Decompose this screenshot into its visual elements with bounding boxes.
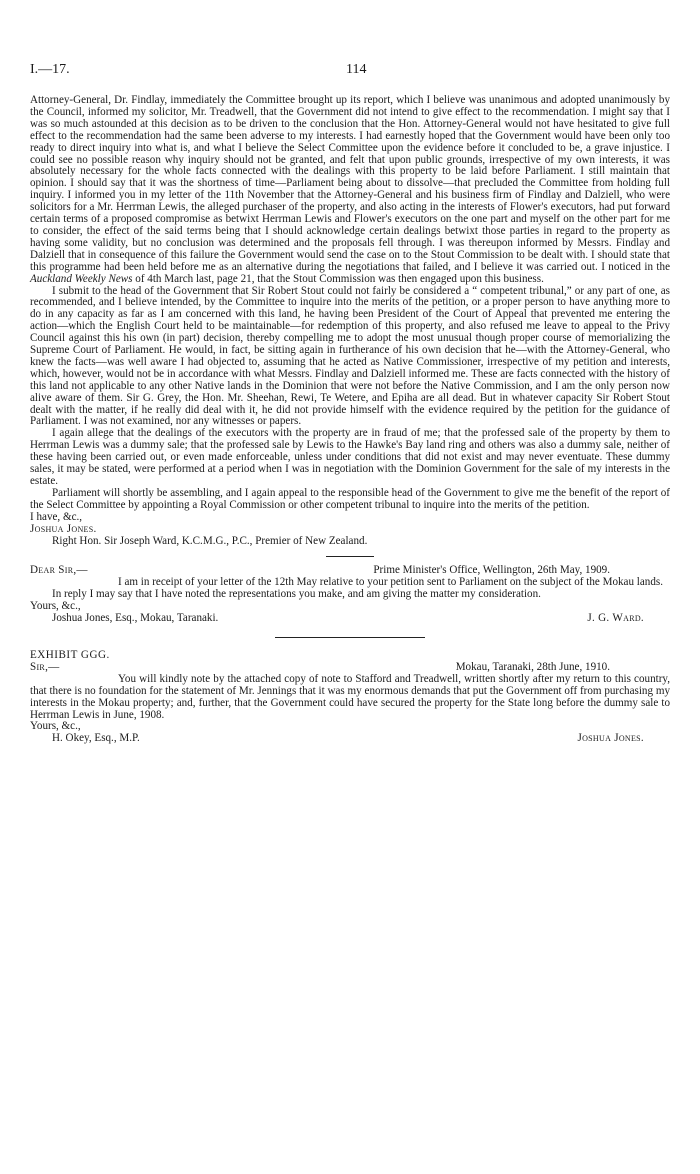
paragraph: I again allege that the dealings of the executors with the property are in fraud of me; that the professed sale of the property by them to Herrman Lewis was a dummy sale; that the professed sale by Lewis to the Hawke's Bay land ring and others was also a dummy sale, neither of these having been carried out, or even made enforceable, unless under conditions that did not exist and may never eventuate. These dummy sales, it may be stated, were performed at a period when I was in negotiation with the Dominion Government for the sale of my interests in the estate.: [30, 427, 670, 487]
addressee: Right Hon. Sir Joseph Ward, K.C.M.G., P.C., Premier of New Zealand.: [52, 534, 368, 547]
signature: Joshua Jones.: [30, 522, 97, 535]
letter-joshua-jones-to-ward: [30, 95, 670, 547]
paragraph: You will kindly note by the attached copy of note to Stafford and Treadwell, written shortly after my return to this country, that there is no foundation for the statement of Mr. Jennings that it was my enormous demands that put the Government off from purchasing my interests in the Mokau property; and, further, that the Government could have secured the property for the State long before the dummy sale to Herrman Lewis in June, 1908.: [30, 672, 670, 721]
paragraph: In reply I may say that I have noted the representations you make, and am giving the matter my consideration.: [52, 588, 541, 601]
salutation: Sir,—: [30, 660, 60, 673]
dateline: Prime Minister's Office, Wellington, 26th May, 1909.: [373, 564, 610, 577]
page-header: [30, 62, 670, 78]
signature: J. G. Ward.: [587, 612, 644, 625]
signature: Joshua Jones.: [577, 732, 644, 745]
addressee-line: [30, 613, 670, 625]
document-reference: I.—17.: [30, 62, 70, 77]
closing: Yours, &c.,: [30, 600, 81, 613]
paragraph: I am in receipt of your letter of the 12th May relative to your petition sent to Parliament on the subject of the Mokau lands.: [118, 576, 663, 589]
document-body: [30, 95, 670, 745]
addressee: Joshua Jones, Esq., Mokau, Taranaki.: [52, 612, 219, 625]
paragraph: I submit to the head of the Government that Sir Robert Stout could not fairly be considered a “ competent tribunal,” or any part of one, as recommended, and I believe intended, by the Committee to inquire into the merits of the petition, or a proper person to have anything more to do in any capacity as far as I am concerned with this land, he having been President of the Court of Appeal that prevented me entering the action—which the English Court held to be maintainable—for redemption of this property, and also refused me leave to appeal to the Privy Council against this his own (in part) decision, thereby compelling me to adopt the most unusual though proper course of memorializing the Supreme Court of Parliament. He would, in fact, be sitting again in furtherance of his own decision that he—with the Attorney-General, who knew the facts—was well aware I had objected to, assuming that he acted as Native Commissioner, irrespective of my petition and interests, which, however, would not be in accordance with what Messrs. Findlay and Dalziell informed me. These are facts connected with the history of this land not applicable to any other Native lands in the Dominion that were not before the Native Commission, and I am the only person now alive aware of them. Sir G. Grey, the Hon. Mr. Sheehan, Rewi, Te Wetere, and Epiha are all dead. But in whatever capacity Sir Robert Stout dealt with the matter, if he really did deal with it, he did not provide himself with the evidence required by the petition for the guidance of Parliament. I was not examined, nor any witnesses or papers.: [30, 284, 670, 428]
letter-ward-to-jones: [30, 565, 670, 625]
salutation-line: [30, 662, 670, 674]
paragraph: Attorney-General, Dr. Findlay, immediately the Committee brought up its report, which I believe was unanimous and adopted unanimously by the Council, informed my solicitor, Mr. Treadwell, that the Government did not intend to give effect to the recommendation. I might say that I was so much astounded at this decision as to be driven to the conclusion that the Hon. Attorney-General would not have hesitated to give full effect to the recommendation had the same been adverse to my interests. I had earnestly hoped that the Government would have been only too ready to direct inquiry into what is, and what I believe the Select Committee upon the evidence before it concluded to be, a grave injustice. I could see no possible reason why inquiry should not be granted, and felt that upon public grounds, irrespective of my own interests, it was absolutely necessary for the whole facts connected with the dealings with this property to be laid before Parliament. I still maintain that opinion. I should say that it was the shortness of time—Parliament being about to dissolve—that precluded the Committee from holding full inquiry. I informed you in my letter of the 11th November that the Attorney-General and his business firm of Findlay and Dalziell, who were solicitors for a Mr. Herrman Lewis, the alleged purchaser of the property, and also acting in the interests of Flower's executors, had put forward certain terms of a proposed compromise as betwixt Herrman Lewis and Flower's executors on the one part and myself on the other part for me to consider, the effect of the said terms being that I should acknowledge certain dealings betwixt those parties in regard to the property as having some validity, but no conclusion was determined and the proposals fell through. I was thereupon informed by Messrs. Findlay and Dalziell that in consequence of this failure the Government would send the case on to the Stout Commission to be dealt with. I should state that this programme had been held before me as an alternative during the negotiations that failed, and I believe it was carried out. I noticed in the Auckland Weekly News of 4th March last, page 21, that the Stout Commission was then engaged upon this business.: [30, 94, 670, 285]
addressee: H. Okey, Esq., M.P.: [52, 732, 140, 745]
dateline: Mokau, Taranaki, 28th June, 1910.: [455, 660, 610, 673]
closing: Yours, &c.,: [30, 720, 81, 733]
paragraph: Parliament will shortly be assembling, and I again appeal to the responsible head of the Government to give me the benefit of the report of the Select Committee by appointing a Royal Commission or other competent tribunal to inquire into the merits of the petition.: [30, 486, 670, 511]
divider: [275, 637, 425, 638]
addressee-line: [30, 733, 670, 745]
exhibit-title: EXHIBIT GGG.: [30, 648, 110, 661]
divider: [326, 556, 374, 557]
newspaper-title: Auckland Weekly News: [30, 272, 133, 285]
closing: I have, &c.,: [30, 510, 83, 523]
page-number: 114: [346, 62, 367, 77]
salutation: Dear Sir,—: [30, 564, 88, 577]
exhibit-ggg: [30, 650, 670, 745]
